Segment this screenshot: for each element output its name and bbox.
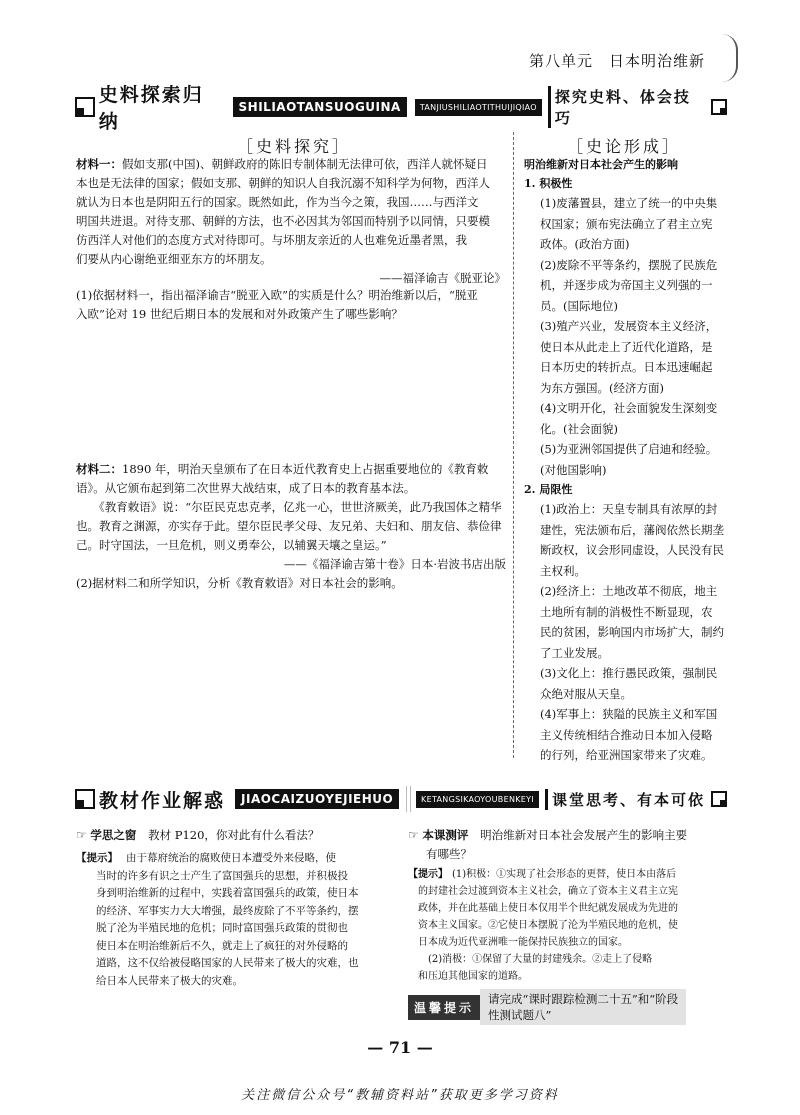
- square-icon: [75, 789, 95, 809]
- tip-label: 【提示】: [408, 869, 448, 880]
- label: 本课测评: [422, 828, 469, 842]
- banner-en-small: KETANGSIKAOYOUBENKEYI: [416, 791, 539, 808]
- text-line: [408, 866, 730, 883]
- text-line: [76, 850, 406, 868]
- text-line: 的经济、军事实力大大增强，最终废除了不平等条约，摆: [96, 904, 359, 917]
- text-line: 入欧”论对 19 世纪后期日本的发展和对外政策产生了哪些影响？: [76, 307, 403, 321]
- banner-en-small: TANJIUSHILIAOTITHUIJIQIAO: [415, 99, 542, 116]
- tip-lines: [76, 868, 406, 991]
- text-line: [76, 155, 506, 174]
- banner-title: 教材作业解惑: [99, 789, 226, 812]
- negative-list: [524, 499, 734, 766]
- text-line: (3)文化上：推行愚民政策，强制民: [540, 666, 718, 680]
- label: 学思之窗: [90, 828, 137, 842]
- text-line: 本也是无法律的国家；假如支那、朝鲜的知识人自我沉溺不知科学为何物，西洋人: [76, 176, 490, 190]
- text-line: (1)政治上：天皇专制具有浓厚的封: [540, 502, 718, 516]
- text-line: (2)消极：①保留了大量的封建残余。②走上了侵略: [428, 954, 653, 965]
- banner-en: JIAOCAIZUOYEJIEHUO: [235, 789, 399, 809]
- text-line: 身到明治维新的过程中，实践着富国强兵的政策，使日本: [96, 887, 359, 899]
- text-line: 就认为日本也是阴阳五行的国家。既然如此，作为当今之策，我国……与西洋文: [76, 195, 479, 209]
- section-title-conclusion: ［史论形成］: [567, 137, 682, 156]
- square-icon: [711, 99, 727, 115]
- text-line: (2)经济上：土地改革不彻底，地主: [540, 584, 718, 598]
- text-line: 建性，宪法颁布后，藩阀依然长期垄: [540, 522, 724, 537]
- text-line: (2)废除不平等条约，摆脱了民族危: [540, 257, 718, 272]
- text-line: 也。教育之渊源，亦实存于此。望尔臣民孝父母、友兄弟、夫妇和、朋友信、恭俭律: [76, 519, 502, 533]
- assessment-tip: [408, 866, 730, 985]
- question-two: (2)据材料二和所学知识，分析《教育敕语》对日本社会的影响。: [76, 576, 403, 590]
- material-one: [76, 155, 506, 288]
- text-line: 断政权，议会形同虚设，人民没有民: [540, 543, 724, 557]
- text-line: 土地所有制的消极性不断显现，农: [540, 604, 713, 619]
- text: (1)积极：①实现了社会形态的更替，使日本由落后: [452, 869, 677, 880]
- unit-header: 第八单元 日本明治维新: [528, 52, 705, 70]
- square-icon: [711, 791, 727, 807]
- text-line: 使日本在明治维新后不久，就走上了疯狂的对外侵略的: [96, 939, 348, 952]
- text-line: 明国共进退。对待支那、朝鲜的方法，也不必因其为邻国而特别予以同情，只要模: [76, 214, 490, 228]
- subtitle: 明治维新对日本社会产生的影响: [524, 158, 678, 171]
- text-line: 主权利。: [540, 563, 586, 578]
- text-line: 道路，这不仅给被侵略国家的人民带来了极大的灾难，也: [96, 957, 359, 969]
- text-line: (1)废藩置县，建立了统一的中央集: [540, 196, 718, 210]
- banner-slogan: 课堂思考、有本可依: [545, 789, 705, 810]
- heading-positive: 1. 积极性: [524, 177, 573, 190]
- positive-list: [524, 193, 734, 480]
- text: 假如支那(中国)、朝鲜政府的陈旧专制体制无法律可依，西洋人就怀疑日: [122, 157, 488, 171]
- pointing-hand-icon: ☞: [408, 828, 419, 842]
- text-line: (对他国影响): [540, 462, 607, 477]
- column-divider: [513, 132, 514, 758]
- text-line: 政体，并在此基础上使日本仅用半个世纪就发展成为先进的: [418, 903, 678, 914]
- banner-slogan: 探究史料、体会技巧: [548, 86, 705, 128]
- page-number: — 71 —: [367, 1038, 433, 1057]
- text-line: 日本成为近代亚洲唯一能保持民族独立的国家。: [418, 937, 628, 948]
- pointing-hand-icon: ☞: [76, 828, 87, 842]
- section-title-explore: ［史料探究］: [237, 137, 352, 156]
- text-line: 己。时守国法，一旦危机，则义勇奉公，以辅翼天壤之皇运。”: [76, 538, 387, 552]
- text: 由于幕府统治的腐败使日本遭受外来侵略，使: [126, 852, 336, 864]
- text-line: 的行列，给亚洲国家带来了灾难。: [540, 748, 713, 762]
- text-line: 机，并逐步成为帝国主义列强的一: [540, 278, 713, 292]
- text-line: [76, 460, 506, 479]
- text: 1890 年，明治天皇颁布了在日本近代教育史上占据重要地位的《教育敕: [122, 462, 489, 476]
- banner-en: SHILIAOTANSUOGUINA: [233, 97, 407, 117]
- text-line: 权国家；颁布宪法确立了君主立宪: [540, 216, 713, 231]
- corner-curve: [722, 34, 738, 82]
- text-line: 请完成“课时跟踪检测二十五”和“阶段: [488, 992, 679, 1006]
- label: 材料一：: [76, 157, 122, 171]
- banner-title: 史料探索归纳: [98, 84, 204, 133]
- text-line: 性测试题八”: [488, 1008, 552, 1022]
- section-banner-1: [75, 84, 727, 133]
- text-line: 《教育敕语》说：“尔臣民克忠克孝，亿兆一心，世世济厥美，此乃我国体之精华: [93, 500, 502, 514]
- text-line: 资本主义国家。②它使日本摆脱了沦为半殖民地的危机，使: [418, 920, 678, 931]
- text-line: 众绝对服从天皇。: [540, 686, 632, 701]
- text-line: (5)为亚洲邻国提供了启迪和经验。: [540, 442, 718, 456]
- material-two: [76, 460, 506, 593]
- text-line: 为东方强国。(经济方面): [540, 380, 664, 395]
- conclusion: [524, 155, 734, 766]
- footer-note: 关注微信公众号“教辅资料站”获取更多学习资料: [241, 1088, 559, 1103]
- text-line: 仿西洋人对他们的态度方式对待即可。与坏朋友亲近的人也难免近墨者黑，我: [76, 233, 467, 247]
- text-line: 当时的许多有识之士产生了富国强兵的思想，并积极投: [96, 869, 348, 882]
- tip-lines: [408, 883, 730, 985]
- lesson-assessment: [408, 826, 730, 1025]
- study-window: [76, 826, 406, 990]
- text-line: 民的贫困，影响国内市场扩大，制约: [540, 625, 724, 639]
- text-line: 们要从内心谢绝亚细亚东方的坏朋友。: [76, 252, 272, 266]
- source: ——福泽谕吉《脱亚论》: [379, 271, 506, 285]
- text-line: 的封建社会过渡到资本主义社会，确立了资本主义君主立宪: [418, 886, 678, 897]
- source: ——《福泽谕吉第十卷》日本·岩波书店出版: [283, 557, 506, 571]
- text-line: (3)殖产兴业，发展资本主义经济，: [540, 319, 718, 333]
- study-window-tip: [76, 850, 406, 990]
- question-one: [76, 286, 506, 324]
- text-line: (1)依据材料一，指出福泽谕吉“脱亚入欧”的实质是什么？明治维新以后，“脱亚: [76, 288, 478, 302]
- text-line: 脱了沦为半殖民地的危机；同时富国强兵政策的贯彻也: [96, 922, 348, 934]
- assessment-head: [408, 826, 730, 864]
- study-window-head: [76, 826, 406, 845]
- text-line: 了工业发展。: [540, 645, 609, 660]
- text-line: 员。(国际地位): [540, 298, 618, 313]
- banner-pattern: [403, 786, 412, 812]
- tip-label: 【提示】: [76, 852, 118, 864]
- section-banner-2: [75, 786, 727, 812]
- warm-tip-badge: 温馨提示: [408, 995, 480, 1020]
- text-line: 化。(社会面貌): [540, 421, 618, 436]
- text-line: 政体。(政治方面): [540, 237, 630, 251]
- square-icon: [75, 97, 95, 117]
- text-line: (4)军事上：狭隘的民族主义和军国: [540, 707, 718, 721]
- text-line: 给日本人民带来了极大的灾难。: [96, 974, 243, 987]
- text-line: (4)文明开化，社会面貌发生深刻变: [540, 401, 718, 415]
- text-line: 使日本从此走上了近代化道路，是: [540, 339, 713, 354]
- question: 明治维新对日本社会发展产生的影响主要: [480, 828, 688, 842]
- label: 材料二：: [76, 462, 122, 476]
- question-cont: 有哪些？: [426, 847, 472, 861]
- text-line: 和压迫其他国家的道路。: [418, 971, 528, 982]
- text-line: 主义传统相结合推动日本加入侵略: [540, 727, 713, 742]
- warm-tip-body: [480, 989, 686, 1025]
- warm-tip: [408, 989, 730, 1025]
- question: 教材 P120，你对此有什么看法？: [148, 828, 320, 842]
- heading-negative: 2. 局限性: [524, 483, 573, 496]
- text-line: 日本历史的转折点。日本迅速崛起: [540, 360, 713, 374]
- text-line: 语》。从它颁布起到第二次世界大战结束，成了日本的教育基本法。: [76, 481, 416, 495]
